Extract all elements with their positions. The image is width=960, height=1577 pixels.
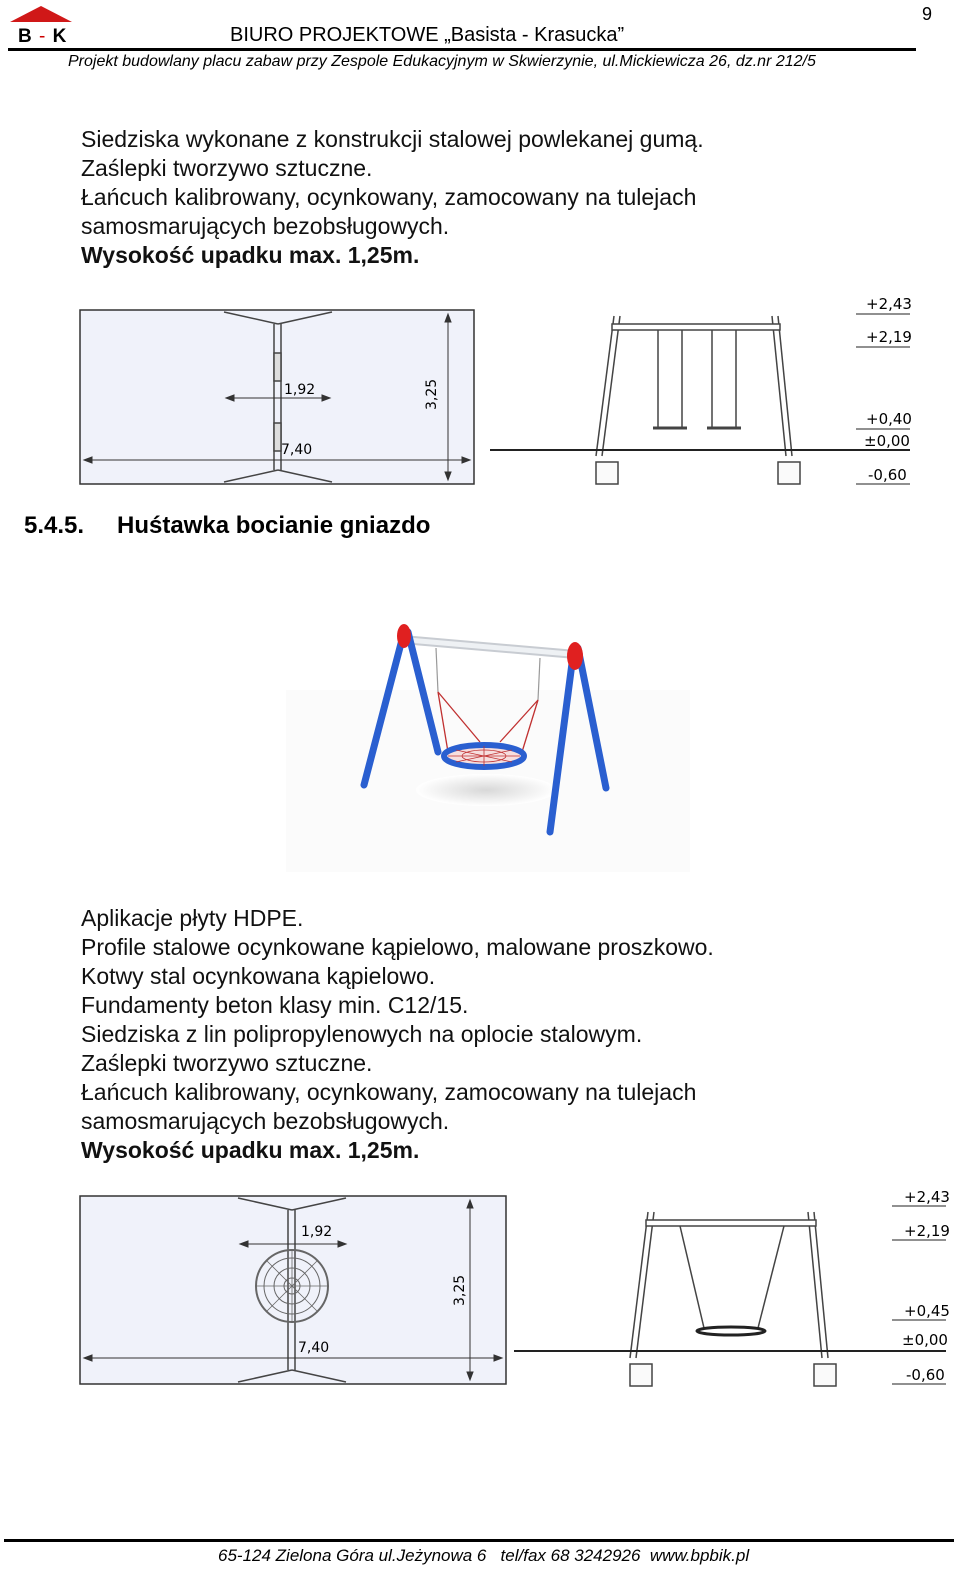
top-description — [81, 125, 704, 270]
section-title: Huśtawka bocianie gniazdo — [117, 512, 431, 539]
header-divider — [8, 48, 916, 51]
bottom-text-line: Profile stalowe ocynkowane kąpielowo, malowane proszkowo. — [81, 934, 714, 960]
top-text-line: Zaślepki tworzywo sztuczne. — [81, 155, 373, 181]
bottom-text-line: Zaślepki tworzywo sztuczne. — [81, 1050, 373, 1076]
plan-2-width-label: 1,92 — [301, 1224, 333, 1240]
level-label: +2,43 — [904, 1188, 950, 1206]
plan-1-width-label: 1,92 — [284, 382, 316, 398]
elevation-1-frame — [596, 316, 800, 484]
logo-text — [18, 26, 67, 48]
top-text-line: Łańcuch kalibrowany, ocynkowany, zamocowany na tulejach — [81, 184, 697, 210]
footer-address: 65-124 Zielona Góra ul.Jeżynowa 6 tel/fax 68 3242926 www.bpbik.pl — [218, 1546, 750, 1565]
swing-shadow — [416, 774, 556, 806]
top-fall-height: Wysokość upadku max. 1,25m. — [81, 242, 420, 268]
level-label: ±0,00 — [902, 1331, 948, 1349]
footer-divider — [4, 1539, 954, 1542]
bottom-fall-height: Wysokość upadku max. 1,25m. — [81, 1137, 420, 1163]
plan-1-depth-label: 3,25 — [424, 378, 440, 410]
level-label: +0,45 — [904, 1302, 950, 1320]
plan-2-area — [80, 1196, 506, 1384]
level-label: -0,60 — [906, 1366, 945, 1384]
level-label: +2,43 — [866, 295, 912, 313]
elevation-2-frame — [630, 1212, 836, 1386]
header-title: BIURO PROJEKTOWE „Basista - Krasucka” — [230, 24, 625, 46]
section-number: 5.4.5. — [24, 512, 85, 539]
level-label: +0,40 — [866, 410, 912, 428]
page-number: 9 — [922, 4, 933, 24]
elevation-drawing-2 — [514, 1186, 954, 1390]
bottom-text-line: Kotwy stal ocynkowana kąpielowo. — [81, 963, 436, 989]
top-text-line: Siedziska wykonane z konstrukcji stalowej powlekanej gumą. — [81, 126, 704, 152]
bottom-text-line: Siedziska z lin polipropylenowych na oplocie stalowym. — [81, 1021, 643, 1047]
plan-1-area — [80, 310, 474, 484]
plan-2-depth-label: 3,25 — [452, 1274, 468, 1306]
logo-letter-b: B — [18, 26, 33, 47]
bottom-text-line: Aplikacje płyty HDPE. — [81, 905, 304, 931]
section-heading — [24, 512, 430, 540]
roof-icon — [8, 4, 78, 28]
plan-drawing-1 — [78, 308, 478, 488]
top-beam-highlight — [408, 640, 570, 654]
plan-2-length-label: 7,40 — [298, 1340, 330, 1356]
plan-drawing-2 — [78, 1194, 510, 1386]
bottom-text-line: samosmarujących bezobsługowych. — [81, 1108, 450, 1134]
nest-plan-view — [256, 1250, 328, 1322]
plan-1-length-label: 7,40 — [281, 442, 313, 458]
stork-nest-swing-illustration — [286, 610, 690, 872]
top-text-line: samosmarujących bezobsługowych. — [81, 213, 450, 239]
bottom-description — [81, 904, 714, 1165]
logo-dash: - — [39, 26, 47, 47]
header-subtitle: Projekt budowlany placu zabaw przy Zespole Edukacyjnym w Skwierzynie, ul.Mickiewicza 26, dz.nr 212/5 — [68, 53, 816, 70]
level-label: +2,19 — [866, 328, 912, 346]
nest-side-view — [697, 1327, 765, 1335]
logo-letter-k: K — [52, 26, 68, 47]
level-label: +2,19 — [904, 1222, 950, 1240]
company-logo — [8, 4, 78, 50]
elevation-drawing-1 — [490, 288, 918, 488]
bottom-text-line: Łańcuch kalibrowany, ocynkowany, zamocowany na tulejach — [81, 1079, 697, 1105]
bottom-text-line: Fundamenty beton klasy min. C12/15. — [81, 992, 469, 1018]
level-label: -0,60 — [868, 466, 907, 484]
level-label: ±0,00 — [864, 432, 910, 450]
